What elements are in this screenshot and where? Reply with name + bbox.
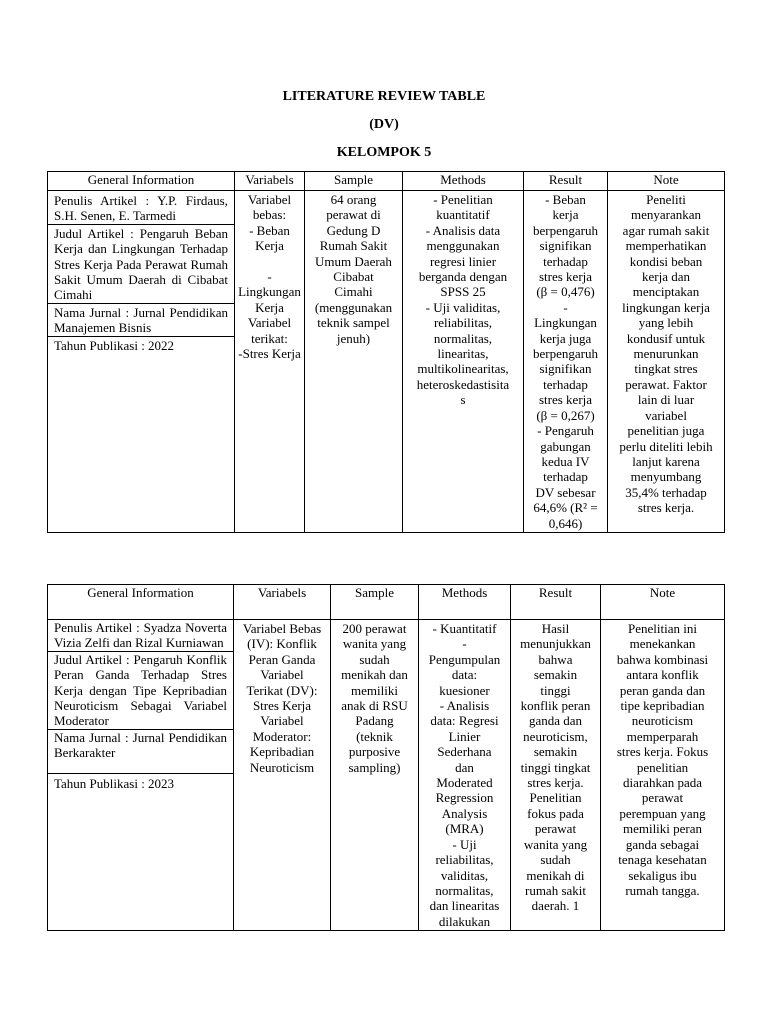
document-subtitle-dv: (DV) bbox=[369, 117, 399, 132]
author-field: Penulis Artikel : Y.P. Firdaus, S.H. Senen, E. Tarmedi bbox=[48, 192, 234, 225]
header-methods: Methods bbox=[403, 172, 524, 191]
header-result: Result bbox=[524, 172, 608, 191]
header-note: Note bbox=[608, 172, 725, 191]
literature-table-2 bbox=[47, 584, 725, 931]
sample-cell: 64 orang perawat di Gedung D Rumah Sakit Umum Daerah Cibabat Cimahi (menggunakan teknik sampel jenuh) bbox=[305, 191, 403, 533]
article-title-field: Judul Artikel : Pengaruh Konflik Peran Ganda Terhadap Stres Kerja dengan Tipe Kepribadian Neuroticism Sebagai Variabel Moderator bbox=[48, 652, 233, 730]
note-cell: Peneliti menyarankan agar rumah sakit memperhatikan kondisi beban kerja dan menciptakan lingkungan kerja yang lebih kondusif untuk menurunkan tingkat stres perawat. Faktor lain di luar variabel penelitian juga perlu diteliti lebih lanjut karena menyumbang 35,4% terhadap stres kerja. bbox=[608, 191, 725, 533]
header-sample: Sample bbox=[305, 172, 403, 191]
header-general-information: General Information bbox=[48, 585, 234, 620]
author-field: Penulis Artikel : Syadza Noverta Vizia Zelfi dan Rizal Kurniawan bbox=[48, 620, 233, 652]
header-methods: Methods bbox=[419, 585, 511, 620]
note-cell: Penelitian ini menekankan bahwa kombinasi antara konflik peran ganda dan tipe kepribadian neuroticism memperparah stres kerja. Fokus penelitian diarahkan pada perawat perempuan yang memiliki peran ganda sebagai tenaga kesehatan sekaligus ibu rumah tangga. bbox=[601, 620, 725, 931]
header-variabels: Variabels bbox=[235, 172, 305, 191]
article-title-field: Judul Artikel : Pengaruh Beban Kerja dan Lingkungan Terhadap Stres Kerja Pada Perawat Rumah Sakit Umum Daerah di Cibabat Cimahi bbox=[48, 225, 234, 304]
methods-cell: - Kuantitatif - Pengumpulan data: kuesioner - Analisis data: Regresi Linier Sederhana dan Moderated Regression Analysis (MRA) - Uji reliabilitas, validitas, normalitas, dan linearitas dilakukan bbox=[419, 620, 511, 931]
general-information-cell bbox=[48, 620, 234, 931]
publication-year-field: Tahun Publikasi : 2023 bbox=[54, 775, 175, 791]
result-cell: Hasil menunjukkan bahwa semakin tinggi konflik peran ganda dan neuroticism, semakin tinggi tingkat stres kerja. Penelitian fokus pada perawat wanita yang sudah menikah di rumah sakit daerah. 1 bbox=[511, 620, 601, 931]
methods-cell: - Penelitian kuantitatif - Analisis data menggunakan regresi linier berganda dengan SPSS 25 - Uji validitas, reliabilitas, normalitas, linearitas, multikolinearitas, heteroskedastisita s bbox=[403, 191, 524, 533]
group-label: KELOMPOK 5 bbox=[336, 145, 432, 160]
header-variabels: Variabels bbox=[234, 585, 331, 620]
document-title: LITERATURE REVIEW TABLE bbox=[282, 89, 486, 104]
variabels-cell: Variabel Bebas (IV): Konflik Peran Ganda Variabel Terikat (DV): Stres Kerja Variabel Moderator: Kepribadian Neuroticism bbox=[234, 620, 331, 931]
header-result: Result bbox=[511, 585, 601, 620]
variabels-cell: Variabel bebas: - Beban Kerja - Lingkungan Kerja Variabel terikat: -Stres Kerja bbox=[235, 191, 305, 533]
general-information-cell bbox=[48, 191, 235, 533]
sample-cell: 200 perawat wanita yang sudah menikah dan memiliki anak di RSU Padang (teknik purposive sampling) bbox=[331, 620, 419, 931]
result-cell: - Beban kerja berpengaruh signifikan terhadap stres kerja (β = 0,476) - Lingkungan kerja juga berpengaruh signifikan terhadap stres kerja (β = 0,267) - Pengaruh gabungan kedua IV terhadap DV sebesar 64,6% (R² = 0,646) bbox=[524, 191, 608, 533]
header-note: Note bbox=[601, 585, 725, 620]
literature-table-1 bbox=[47, 171, 725, 533]
journal-name-field: Nama Jurnal : Jurnal Pendidikan Manajemen Bisnis bbox=[48, 304, 234, 337]
publication-year-field: Tahun Publikasi : 2022 bbox=[54, 337, 175, 353]
header-general-information: General Information bbox=[48, 172, 235, 191]
journal-name-field: Nama Jurnal : Jurnal Pendidikan Berkarakter bbox=[48, 730, 233, 774]
header-sample: Sample bbox=[331, 585, 419, 620]
